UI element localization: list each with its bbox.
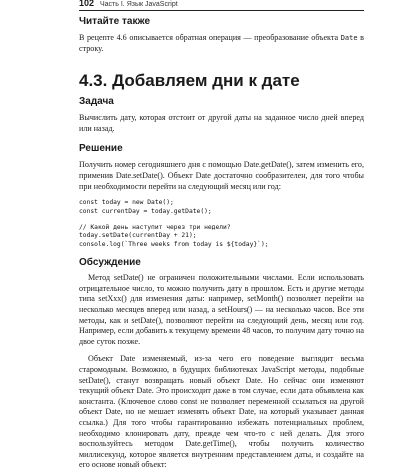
discussion-heading: Обсуждение bbox=[79, 257, 141, 269]
code-block-2: // Какой день наступит через три недели? today.setDate(currentDay + 21); console.log(`Three weeks from today is ${today}`); bbox=[79, 223, 269, 248]
section-title: 4.3. Добавляем дни к дате bbox=[79, 71, 300, 91]
running-head: Часть I. Язык JavaScript bbox=[100, 1, 178, 8]
discussion-paragraph-2: Объект Date изменяемый, из-за чего его поведение выглядит весьма старомодным. Возможно, в будущих библиотеках JavaScript методы, подобные setDate(), станут возвращать новый объект Date. Но сейчас они изменяют текущий объект Date. Это происходит даже в том случае, если дата объявлена как константа. (Ключевое слово const не позволяет переменной ссылаться на другой объект Date, но не мешает изменять объект Date, на который указывает данная ссылка.) Для того чтобы гарантированно избежать потенциальных проблем, необходимо клонировать дату, прежде чем что-то с ней делать. Для этого воспользуйтесь методом Date.getTime(), чтобы получить количество миллисекунд, которое является внутренним представлением даты, и создайте на его основе новый объект: bbox=[79, 354, 364, 470]
page-header bbox=[79, 0, 364, 11]
page-number: 102 bbox=[79, 0, 95, 8]
page-content bbox=[79, 15, 364, 471]
see-also-heading: Читайте также bbox=[79, 16, 151, 27]
discussion-paragraph-1: Метод setDate() не ограничен положительными числами. Если использовать отрицательное число, то можно получить дату в прошлом. Есть и другие методы типа setXxx() для изменения даты: например, setMonth() позволяет перейти на несколько месяцев вперед или назад, a setHours() — на несколько часов. Все эти методы, как и setDate(), позволяют перейти на следующий день, месяц или год. Например, если добавить к текущему времени 48 часов, то получим дату точно на двое суток позже. bbox=[79, 273, 364, 346]
see-also-text: В рецепте 4.6 описывается обратная операция — преобразование объекта Date в строку. bbox=[79, 33, 364, 53]
task-text: Вычислить дату, которая отстоит от другой даты на заданное число дней вперед или назад. bbox=[79, 113, 364, 133]
code-block-1: const today = new Date(); const currentDay = today.getDate(); bbox=[79, 199, 212, 215]
solution-paragraph: Получить номер сегодняшнего дня с помощью Date.getDate(), затем изменить его, применив Date.setDate(). Объект Date достаточно сообразителен, для того чтобы при необходимости перейти на следующий месяц или год: bbox=[79, 160, 364, 191]
header-rule bbox=[79, 10, 364, 11]
solution-heading: Решение bbox=[79, 143, 123, 155]
task-heading: Задача bbox=[79, 96, 114, 108]
